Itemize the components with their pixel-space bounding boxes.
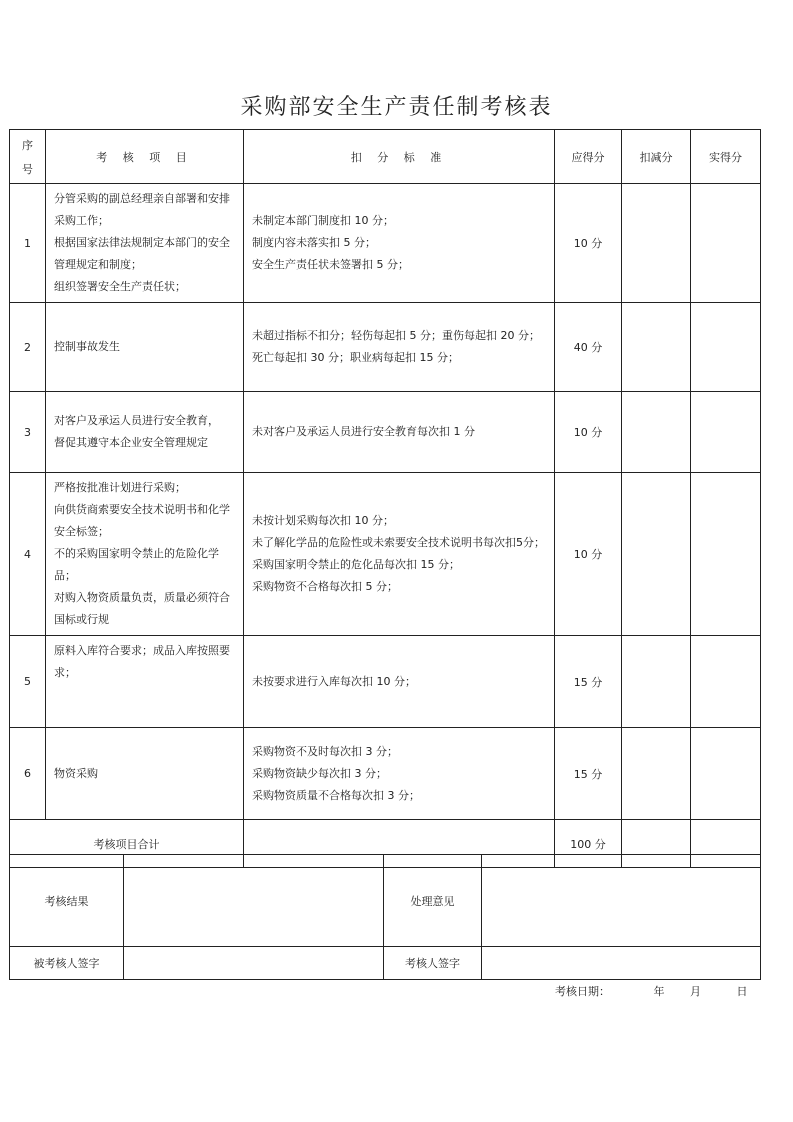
row-item: 分管采购的副总经理亲自部署和安排采购工作； 根据国家法律法规制定本部门的安全管理规定和制度； 组织签署安全生产责任状； xyxy=(46,184,244,303)
row-actual-cell[interactable] xyxy=(691,728,761,820)
examiner-sign-label: 考核人签字 xyxy=(384,947,482,980)
signature-table xyxy=(9,854,761,980)
total-score: 100 分 xyxy=(555,820,622,868)
row-actual-cell[interactable] xyxy=(691,636,761,728)
header-standard: 扣 分 标 准 xyxy=(244,130,555,184)
table-row xyxy=(10,184,761,303)
date-year: 年 xyxy=(653,985,665,998)
row-standard: 未按计划采购每次扣 10 分； 未了解化学品的危险性或未索要安全技术说明书每次扣5分； 采购国家明令禁止的危化品每次扣 15 分； 采购物资不合格每次扣 5 分； xyxy=(244,473,555,636)
row-actual-cell[interactable] xyxy=(691,184,761,303)
row-seq: 4 xyxy=(10,473,46,636)
row-seq: 3 xyxy=(10,392,46,473)
examinee-sign-label: 被考核人签字 xyxy=(10,947,124,980)
row-standard: 未按要求进行入库每次扣 10 分； xyxy=(244,636,555,728)
table-row xyxy=(10,728,761,820)
opinion-label: 处理意见 xyxy=(384,855,482,947)
row-deduct-cell[interactable] xyxy=(622,636,691,728)
opinion-input[interactable] xyxy=(482,855,761,947)
row-item: 原料入库符合要求；成品入库按照要求； xyxy=(46,636,244,728)
header-actual-score: 实得分 xyxy=(691,130,761,184)
row-deduct-cell[interactable] xyxy=(622,184,691,303)
row-due-score: 15 分 xyxy=(555,728,622,820)
row-deduct-cell[interactable] xyxy=(622,392,691,473)
row-standard: 未对客户及承运人员进行安全教育每次扣 1 分 xyxy=(244,392,555,473)
table-row xyxy=(10,392,761,473)
row-item: 严格按批准计划进行采购； 向供货商索要安全技术说明书和化学安全标签； 不的采购国家明令禁止的危险化学品； 对购入物资质量负责，质量必须符合国标或行规 xyxy=(46,473,244,636)
date-month: 月 xyxy=(690,985,701,998)
examinee-sign-input[interactable] xyxy=(124,947,384,980)
row-deduct-cell[interactable] xyxy=(622,303,691,392)
row-standard: 未超过指标不扣分；轻伤每起扣 5 分；重伤每起扣 20 分； 死亡每起扣 30 分；职业病每起扣 15 分； xyxy=(244,303,555,392)
result-row xyxy=(10,855,761,947)
assessment-date xyxy=(555,983,748,999)
document-title: 采购部安全生产责任制考核表 xyxy=(240,95,553,120)
header-row xyxy=(10,130,761,184)
row-actual-cell[interactable] xyxy=(691,473,761,636)
header-due-score: 应得分 xyxy=(555,130,622,184)
header-seq: 序 号 xyxy=(10,130,46,184)
row-actual-cell[interactable] xyxy=(691,303,761,392)
row-standard: 未制定本部门制度扣 10 分； 制度内容未落实扣 5 分； 安全生产责任状未签署扣 5 分； xyxy=(244,184,555,303)
row-seq: 5 xyxy=(10,636,46,728)
row-seq: 1 xyxy=(10,184,46,303)
row-due-score: 10 分 xyxy=(555,392,622,473)
date-day: 日 xyxy=(736,985,748,998)
row-due-score: 10 分 xyxy=(555,184,622,303)
row-deduct-cell[interactable] xyxy=(622,728,691,820)
total-label: 考核项目合计 xyxy=(10,820,244,868)
header-item: 考 核 项 目 xyxy=(46,130,244,184)
examiner-sign-input[interactable] xyxy=(482,947,761,980)
row-seq: 6 xyxy=(10,728,46,820)
table-row xyxy=(10,473,761,636)
table-row xyxy=(10,636,761,728)
row-actual-cell[interactable] xyxy=(691,392,761,473)
result-input[interactable] xyxy=(124,855,384,947)
row-due-score: 40 分 xyxy=(555,303,622,392)
row-item: 物资采购 xyxy=(46,728,244,820)
row-seq: 2 xyxy=(10,303,46,392)
row-standard: 采购物资不及时每次扣 3 分； 采购物资缺少每次扣 3 分； 采购物资质量不合格每次扣 3 分； xyxy=(244,728,555,820)
row-due-score: 15 分 xyxy=(555,636,622,728)
row-item: 控制事故发生 xyxy=(46,303,244,392)
header-deduct-score: 扣减分 xyxy=(622,130,691,184)
row-deduct-cell[interactable] xyxy=(622,473,691,636)
table-row xyxy=(10,303,761,392)
assessment-table xyxy=(9,129,761,868)
signature-row xyxy=(10,947,761,980)
date-label: 考核日期： xyxy=(555,985,610,998)
result-label: 考核结果 xyxy=(10,855,124,947)
row-item: 对客户及承运人员进行安全教育， 督促其遵守本企业安全管理规定 xyxy=(46,392,244,473)
row-due-score: 10 分 xyxy=(555,473,622,636)
